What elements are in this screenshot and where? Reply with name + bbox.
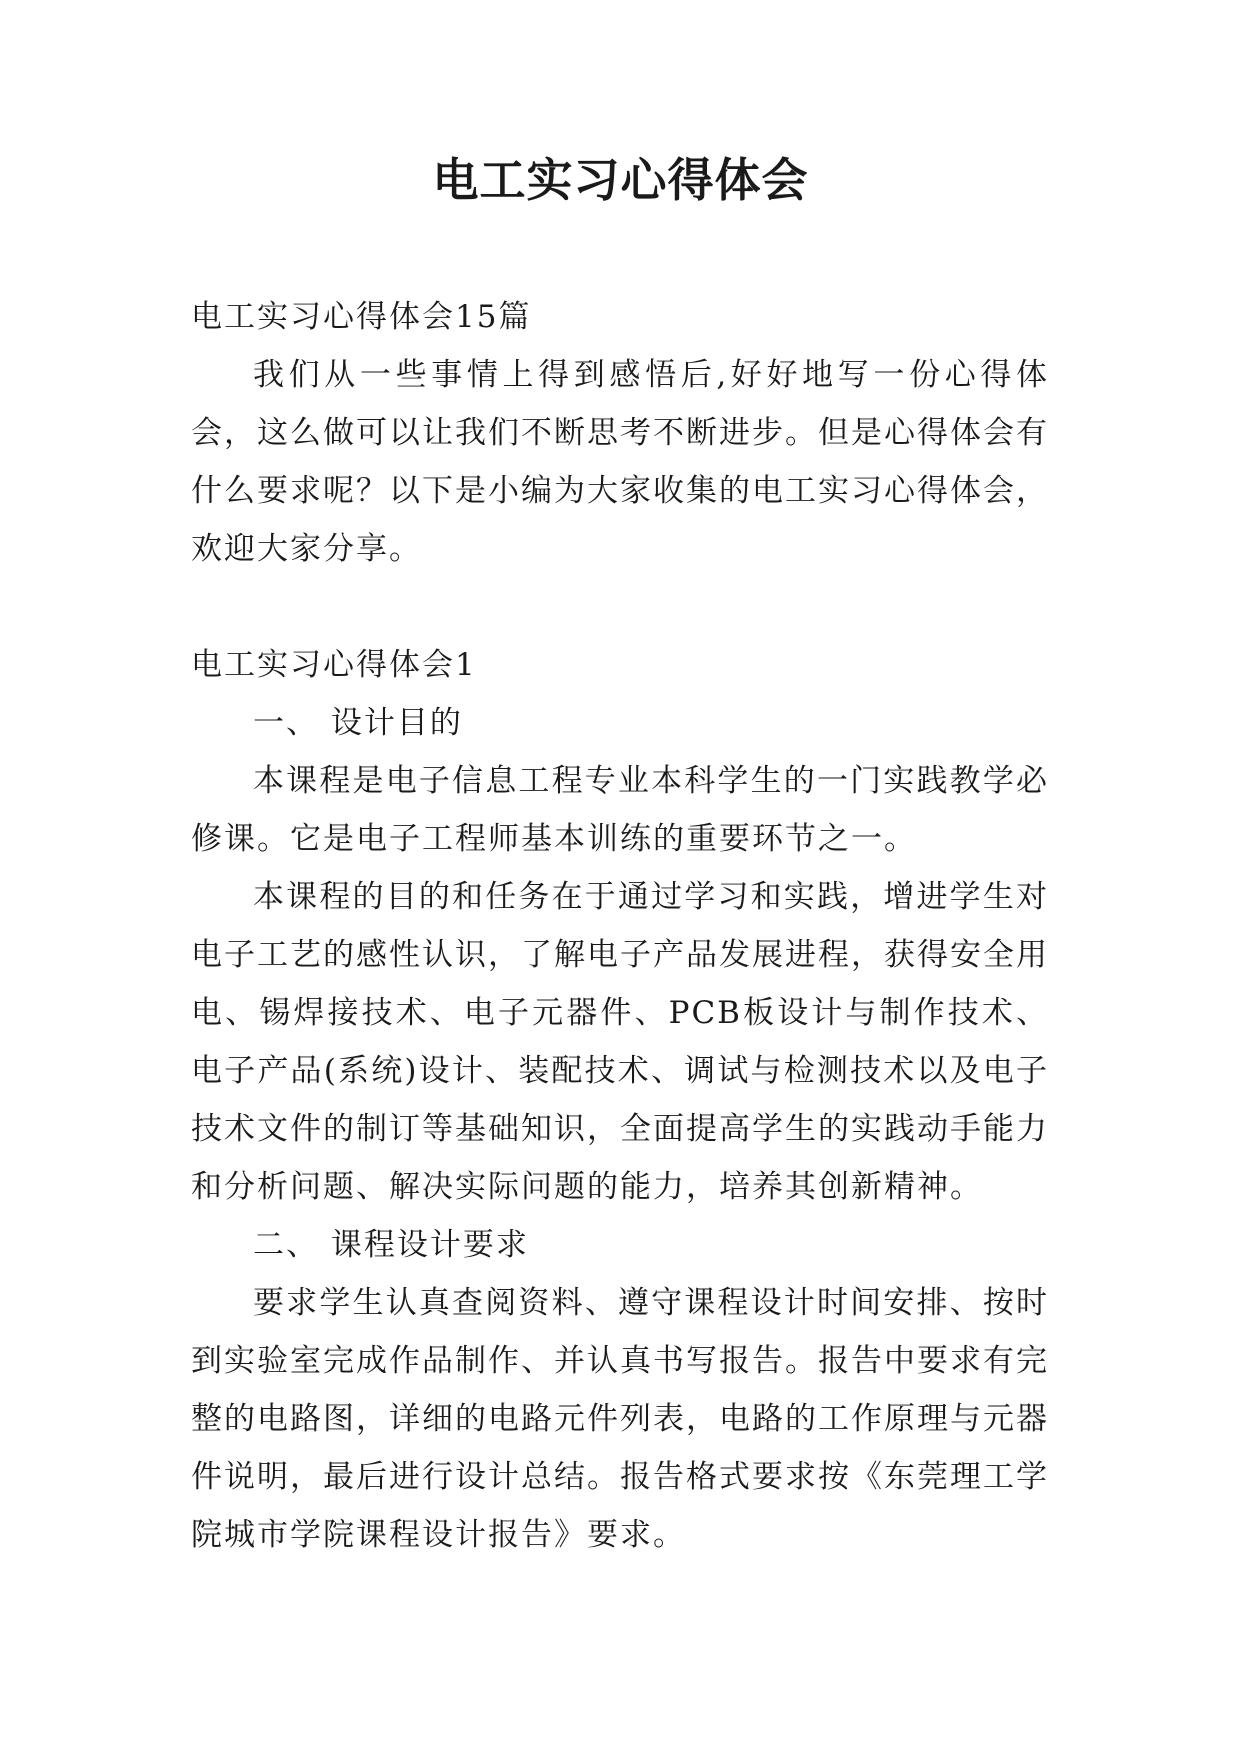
paragraph-requirements: 要求学生认真查阅资料、遵守课程设计时间安排、按时到实验室完成作品制作、并认真书写报告。报告中要求有完整的电路图，详细的电路元件列表，电路的工作原理与元器件说明，最后进行设计总结。报告格式要求按《东莞理工学院城市学院课程设计报告》要求。	[191, 1285, 1049, 1553]
document-title: 电工实习心得体会	[432, 153, 809, 207]
document-subtitle: 电工实习心得体会15篇	[191, 299, 532, 335]
document-body	[191, 288, 1049, 1564]
section-title: 电工实习心得体会1	[191, 647, 477, 683]
paragraph-course-intro: 本课程是电子信息工程专业本科学生的一门实践教学必修课。它是电子工程师基本训练的重要环节之一。	[191, 763, 1049, 857]
paragraph-course-goals: 本课程的目的和任务在于通过学习和实践，增进学生对电子工艺的感性认识，了解电子产品发展进程，获得安全用电、锡焊接技术、电子元器件、PCB板设计与制作技术、电子产品(系统)设计、装配技术、调试与检测技术以及电子技术文件的制订等基础知识，全面提高学生的实践动手能力和分析问题、解决实际问题的能力，培养其创新精神。	[191, 879, 1049, 1205]
paragraph-spacer	[191, 578, 1049, 636]
heading-design-purpose: 一、 设计目的	[253, 705, 463, 741]
intro-paragraph: 我们从一些事情上得到感悟后,好好地写一份心得体会，这么做可以让我们不断思考不断进步。但是心得体会有什么要求呢？以下是小编为大家收集的电工实习心得体会，欢迎大家分享。	[191, 357, 1049, 567]
heading-design-requirements: 二、 课程设计要求	[253, 1227, 529, 1263]
